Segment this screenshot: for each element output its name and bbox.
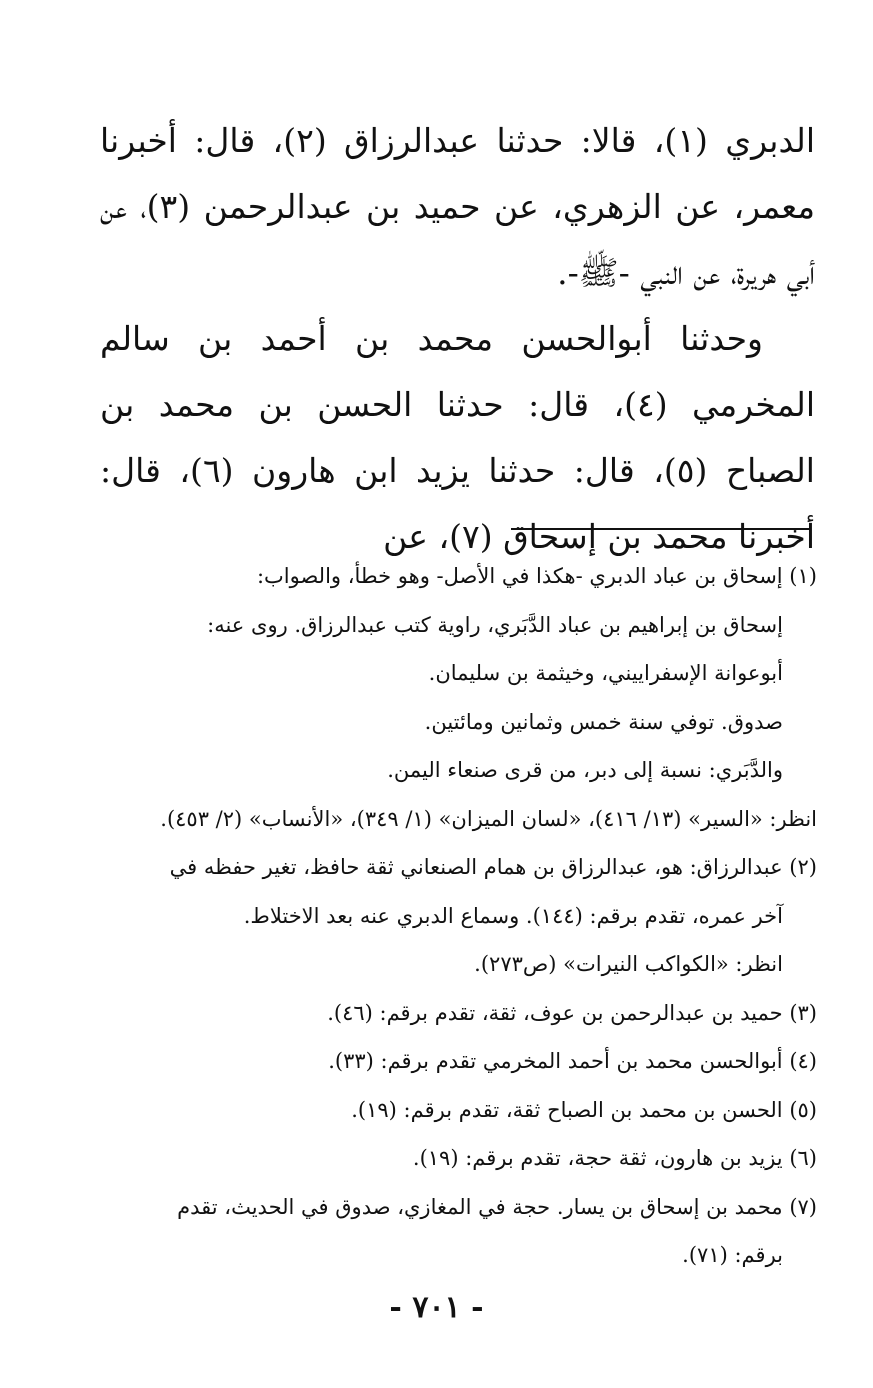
footnote-1-line-2: إسحاق بن إبراهيم بن عباد الدَّبَري، راوية كتب عبدالرزاق. روى عنه: — [207, 612, 783, 637]
footnote-divider — [511, 528, 811, 530]
footnote-5: (٥) الحسن بن محمد بن الصباح ثقة، تقدم برقم: (١٩). — [351, 1097, 817, 1122]
footnote-6: (٦) يزيد بن هارون، ثقة حجة، تقدم برقم: (١٩). — [412, 1146, 817, 1170]
footnote-1-line-4: صدوق. توفي سنة خمس وثمانين ومائتين. — [424, 709, 783, 734]
footnote-2-line-2: آخر عمره، تقدم برقم: (١٤٤). وسماع الدبري عنه بعد الاختلاط. — [243, 903, 783, 928]
footnote-3: (٣) حميد بن عبدالرحمن بن عوف، ثقة، تقدم برقم: (٤٦). — [327, 1000, 817, 1025]
footnote-4: (٤) أبوالحسن محمد بن أحمد المخرمي تقدم برقم: (٣٣). — [328, 1049, 817, 1073]
hadith-paragraph-1: الدبري (١)، قالا: حدثنا عبدالرزاق (٢)، قال: أخبرنا معمر، عن الزهري، عن حميد بن عبدالرحمن (٣)، عن أبي هريرة، عن النبي -ﷺ-. — [100, 121, 816, 292]
footnote-2-line-1: (٢) عبدالرزاق: هو، عبدالرزاق بن همام الصنعاني ثقة حافظ، تغير حفظه في — [169, 855, 817, 879]
footnote-1-reference: انظر: «السير» (١٣/ ٤١٦)، «لسان الميزان» (١/ ٣٤٩)، «الأنساب» (٢/ ٤٥٣). — [160, 806, 817, 831]
footnotes-block — [96, 552, 817, 1280]
footnote-1-line-3: أبوعوانة الإسفراييني، وخيثمة بن سليمان. — [428, 661, 783, 685]
footnote-1-line-1: (١) إسحاق بن عباد الدبري -هكذا في الأصل- وهو خطأ، والصواب: — [256, 564, 817, 588]
footnote-1-line-5: والدَّبَري: نسبة إلى دبر، من قرى صنعاء اليمن. — [387, 758, 783, 782]
footnote-7-line-1: (٧) محمد بن إسحاق بن يسار. حجة في المغازي، صدوق في الحديث، تقدم — [177, 1194, 817, 1219]
page-number: - ٧٠١ - — [389, 1290, 484, 1325]
footnote-2-reference: انظر: «الكواكب النيرات» (ص٢٧٣). — [474, 952, 783, 976]
hadith-paragraph-2: وحدثنا أبوالحسن محمد بن أحمد بن سالم المخرمي (٤)، قال: حدثنا الحسن بن محمد بن الصباح (٥)، قال: حدثنا يزيد ابن هارون (٦)، قال: أخبرنا محمد بن إسحاق (٧)، عن — [100, 319, 815, 556]
main-text-block — [100, 108, 815, 570]
footnote-7-line-2: برقم: (٧١). — [682, 1243, 783, 1267]
